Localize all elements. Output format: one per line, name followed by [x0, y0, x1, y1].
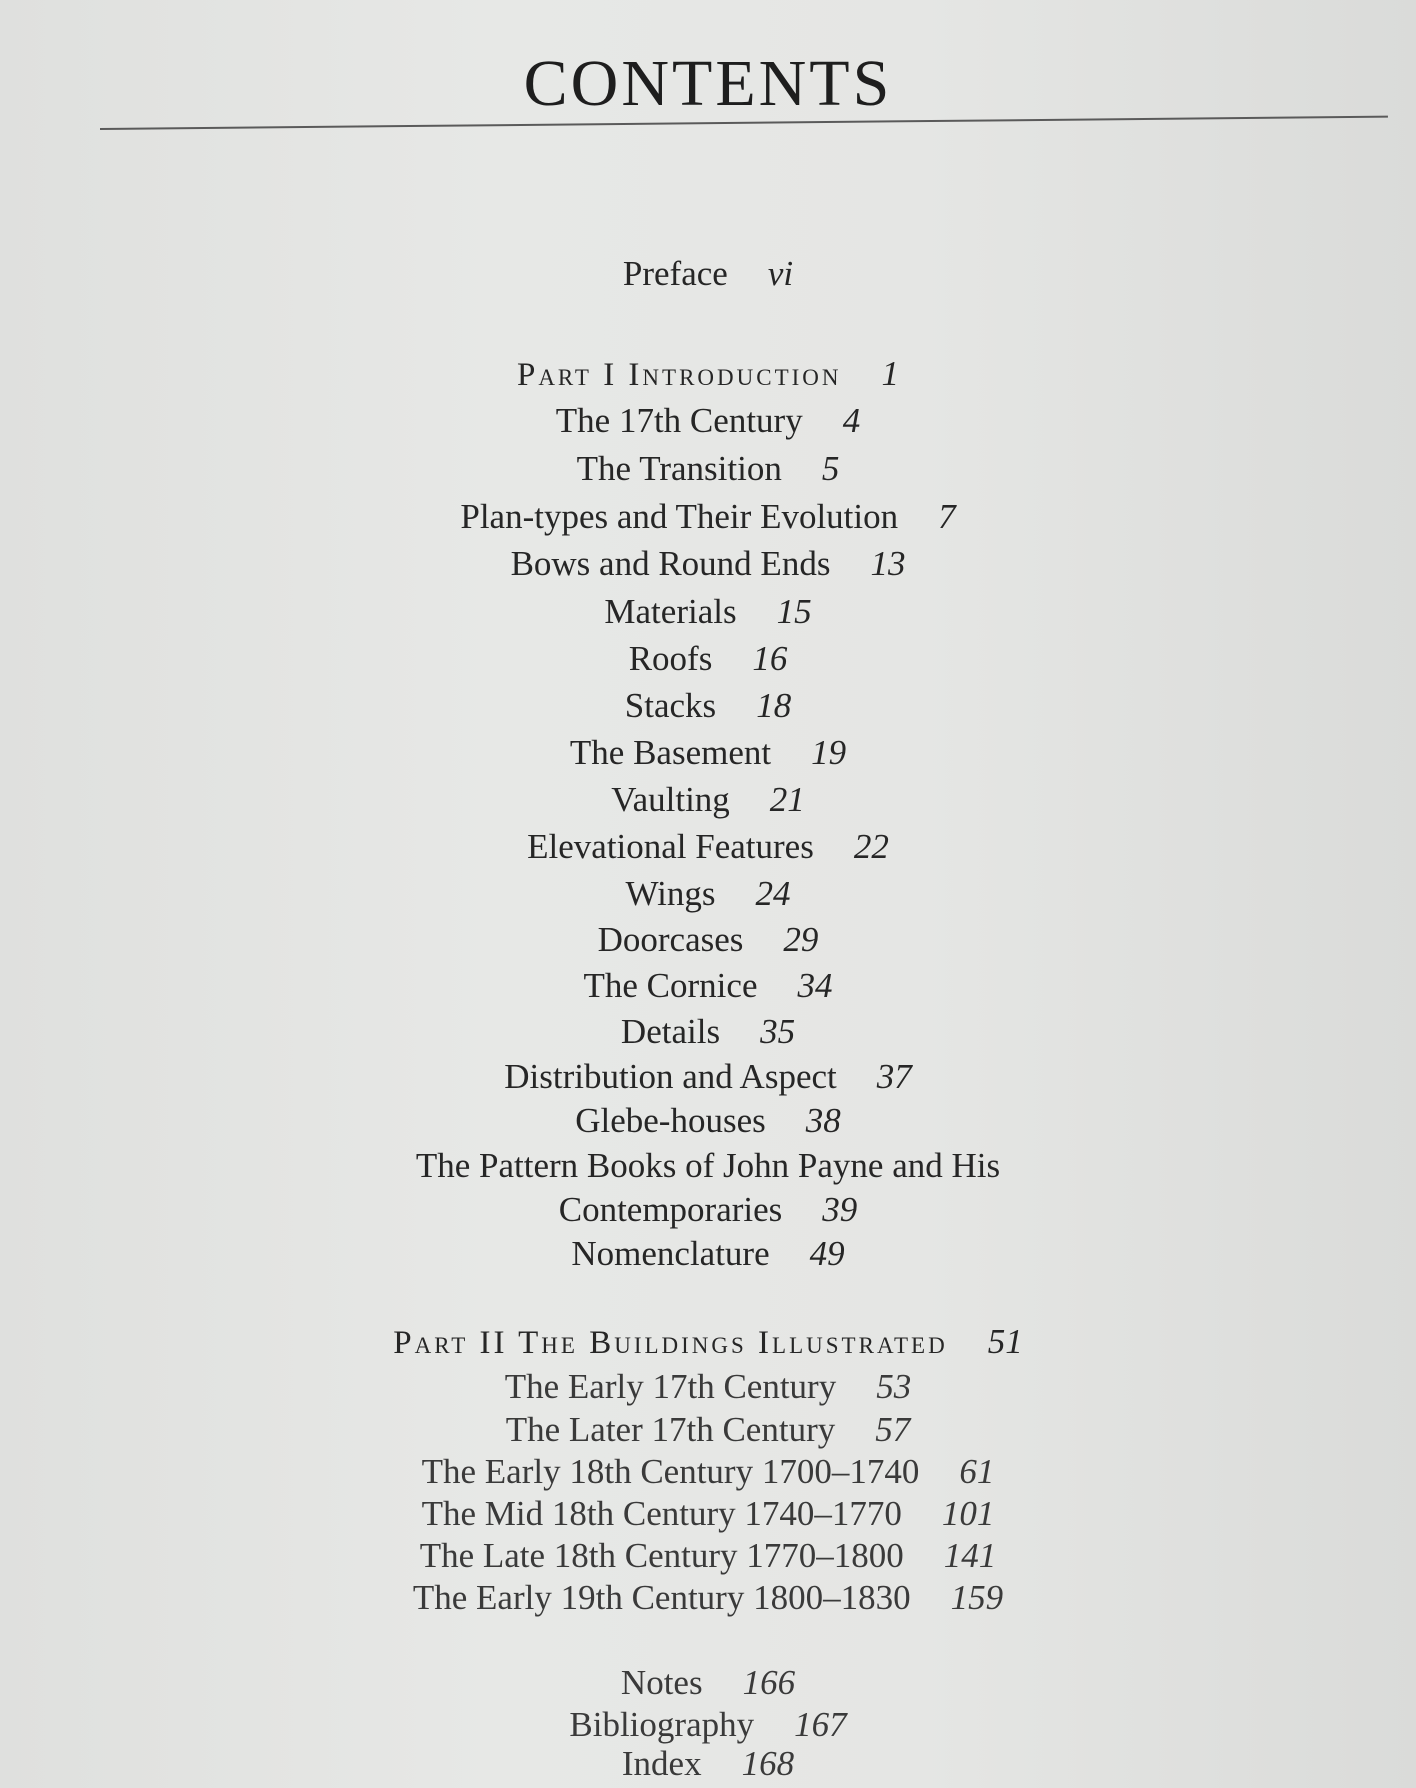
toc-page-number: 159	[950, 1578, 1004, 1617]
toc-label: The Basement	[569, 733, 772, 772]
toc-label: Preface	[622, 254, 728, 293]
toc-label: Bibliography	[569, 1705, 755, 1744]
toc-page-number: 57	[875, 1410, 911, 1449]
toc-entry	[0, 1578, 1416, 1618]
page-title: CONTENTS	[523, 47, 893, 120]
toc-page-number: 49	[809, 1234, 845, 1273]
toc-entry	[0, 1012, 1416, 1052]
toc-page-number: 168	[741, 1744, 795, 1783]
toc-label: Contemporaries	[558, 1190, 783, 1229]
toc-part-label: Part II The Buildings Illustrated	[393, 1325, 948, 1361]
toc-entry	[0, 874, 1416, 914]
toc-page-number: 7	[938, 497, 956, 536]
toc-entry	[0, 592, 1416, 632]
toc-entry	[0, 449, 1416, 489]
toc-page-number: 37	[876, 1057, 912, 1096]
toc-entry	[0, 401, 1416, 441]
toc-label: The Early 18th Century 1700–1740	[421, 1452, 920, 1491]
toc-label: The Pattern Books of John Payne and His	[415, 1146, 1001, 1185]
toc-entry	[0, 1494, 1416, 1534]
toc-entry	[0, 1190, 1416, 1230]
toc-label: Notes	[620, 1663, 703, 1702]
toc-label: Elevational Features	[527, 827, 814, 866]
toc-entry	[0, 544, 1416, 584]
toc-label: The Cornice	[583, 966, 758, 1005]
toc-entry	[0, 920, 1416, 960]
toc-page-number: 61	[959, 1452, 995, 1491]
toc-entry-index	[0, 1744, 1416, 1784]
toc-entry	[0, 686, 1416, 726]
toc-page-number: 51	[987, 1322, 1023, 1361]
toc-label: The Mid 18th Century 1740–1770	[421, 1494, 902, 1533]
toc-page-number: 39	[822, 1190, 858, 1229]
toc-page-number: 38	[805, 1101, 841, 1140]
toc-label: The Early 17th Century	[504, 1367, 837, 1406]
toc-page-number: 19	[811, 733, 847, 772]
toc-label: Glebe-houses	[575, 1101, 766, 1140]
toc-entry	[0, 1536, 1416, 1576]
toc-part-heading	[0, 354, 1416, 395]
toc-entry-notes	[0, 1663, 1416, 1703]
toc-entry	[0, 1101, 1416, 1141]
toc-page-number: 21	[769, 780, 805, 819]
toc-entry	[0, 780, 1416, 820]
toc-label: Details	[620, 1012, 721, 1051]
toc-label: Stacks	[624, 686, 717, 725]
toc-page-number: 141	[943, 1536, 997, 1575]
toc-label: Bows and Round Ends	[510, 544, 831, 583]
toc-page-number: 5	[821, 449, 840, 488]
toc-label: Doorcases	[597, 920, 744, 959]
toc-entry	[0, 966, 1416, 1006]
toc-part-label: Part I Introduction	[516, 357, 842, 393]
toc-entry	[0, 1410, 1416, 1450]
toc-entry	[0, 1057, 1416, 1097]
toc-page-number: 16	[752, 639, 788, 678]
toc-entry	[0, 1146, 1416, 1186]
toc-label: Materials	[604, 592, 737, 631]
toc-page-number: 22	[853, 827, 889, 866]
toc-page-number: 167	[794, 1705, 847, 1744]
toc-entry-preface	[0, 254, 1416, 294]
toc-label: The Early 19th Century 1800–1830	[412, 1578, 911, 1617]
toc-label: The 17th Century	[555, 401, 803, 440]
toc-page-number: 53	[876, 1367, 912, 1406]
toc-entry	[0, 497, 1416, 537]
toc-part-heading	[0, 1322, 1416, 1363]
toc-label: Index	[621, 1744, 702, 1783]
toc-page-number: 35	[760, 1012, 796, 1051]
toc-page-number: 13	[870, 544, 906, 583]
toc-page-number: 166	[742, 1663, 796, 1702]
toc-label: Nomenclature	[571, 1234, 770, 1273]
toc-entry	[0, 1234, 1416, 1274]
toc-page-number: 24	[755, 874, 791, 913]
toc-page-number: 29	[783, 920, 819, 959]
toc-entry-bibliography	[0, 1705, 1416, 1745]
toc-label: The Transition	[576, 449, 782, 488]
toc-entry	[0, 639, 1416, 679]
toc-label: The Later 17th Century	[505, 1410, 836, 1449]
toc-label: Plan-types and Their Evolution	[460, 497, 899, 536]
toc-label: Wings	[625, 874, 716, 913]
toc-page-number: 18	[756, 686, 792, 725]
toc-page-number: 4	[842, 401, 861, 440]
toc-entry	[0, 827, 1416, 867]
toc-label: Vaulting	[611, 780, 730, 819]
toc-page-number: 101	[941, 1494, 995, 1533]
toc-label: Distribution and Aspect	[504, 1057, 837, 1096]
toc-entry	[0, 733, 1416, 773]
toc-page-number: 34	[797, 966, 833, 1005]
toc-entry	[0, 1367, 1416, 1407]
toc-label: Roofs	[628, 639, 713, 678]
toc-page-number: 1	[881, 354, 900, 393]
toc-page-number: vi	[767, 254, 794, 293]
toc-label: The Late 18th Century 1770–1800	[419, 1536, 904, 1575]
toc-entry	[0, 1452, 1416, 1492]
toc-page-number: 15	[776, 592, 812, 631]
